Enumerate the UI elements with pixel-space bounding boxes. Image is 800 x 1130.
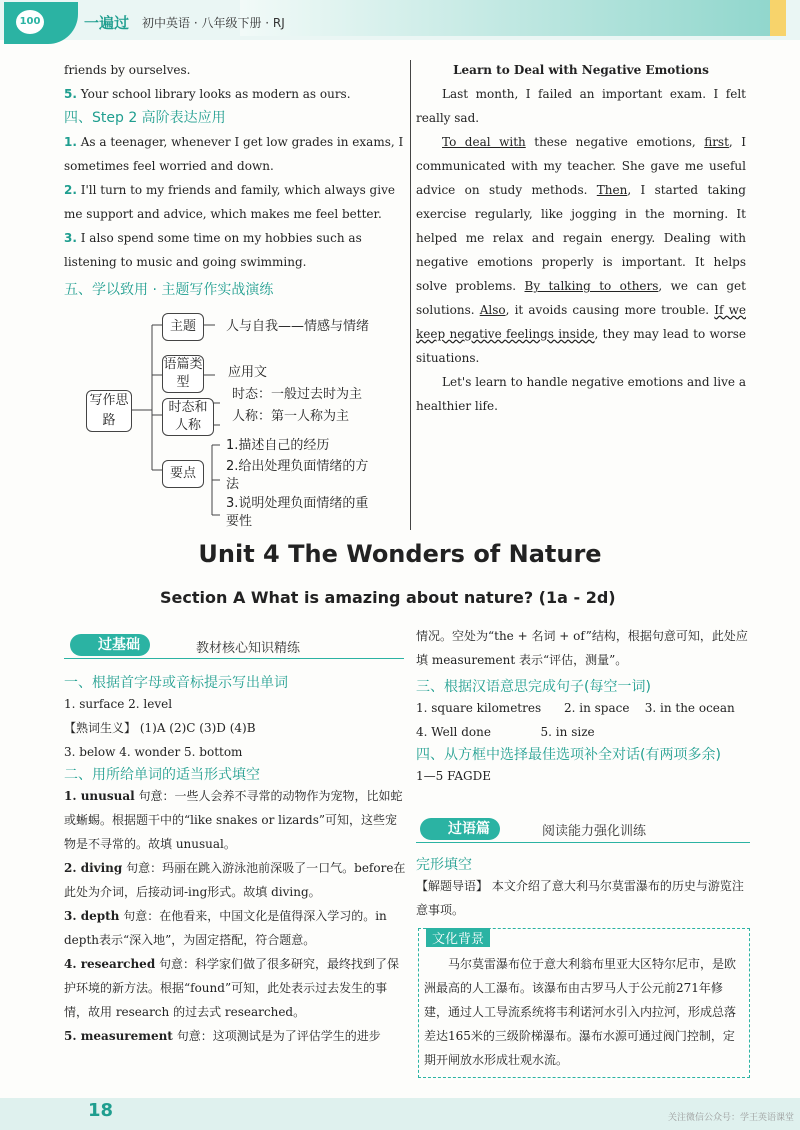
mindmap-root: 写作思路	[86, 390, 132, 432]
sentence-3: 3. I also spend some time on my hobbies such as listening to music and going swimming.	[64, 231, 362, 269]
left-top	[64, 58, 404, 302]
mindmap-theme-value: 人与自我——情感与情绪	[226, 319, 370, 334]
step-title: 四、Step 2 高阶表达应用	[64, 110, 226, 126]
item-5: 5. Your school library looks as modern as ours.	[64, 87, 351, 101]
word-3: 3. depth 句意：在他看来，中国文化是值得深入学习的。in depth表示“深入地”，为固定搭配，符合题意。	[64, 909, 387, 947]
word-4: 4. researched 句意：科学家们做了很多研究，最终找到了保护环境的新方法。根据“found”可知，此处表示过去发生的事情，故用 research 的过去式 researched。	[64, 957, 400, 1019]
mindmap-points: 要点	[162, 460, 204, 488]
essay-para-2: To deal with these negative emotions, first, I communicated with my teacher. She gave me useful advice on study methods. Then, I started taking exercise regularly, like jogging in the morning. It helped me relax and regain energy. Dealing with negative emotions properly is important. It helps solve problems. By talking to others, we can get solutions. Also, it avoids causing more trouble. If we keep negative feelings inside, they may lead to worse situations.	[416, 135, 746, 365]
cloze-block	[416, 854, 750, 922]
right-bottom	[416, 624, 750, 788]
culture-text: 马尔莫雷瀑布位于意大利翁布里亚大区特尔尼市，是欧洲最高的人工瀑布。该瀑布由古罗马人于公元前271年修建，通过人工导流系统将韦利诺河水引入内拉河，形成总落差达165米的三级阶梯瀑布。瀑布水源可通过阀门控制，定期开闸放水形成壮观水流。	[424, 957, 737, 1067]
column-divider	[410, 60, 411, 530]
carry-line: friends by ourselves.	[64, 63, 191, 77]
reading-tag: 过语篇	[420, 818, 500, 840]
cloze-title: 完形填空	[416, 857, 472, 873]
essay-title: Learn to Deal with Negative Emotions	[453, 63, 709, 77]
mindmap-person-value: 人称：第一人称为主	[232, 409, 350, 424]
word-1: 1. unusual 句意：一些人会养不寻常的动物作为宠物，比如蛇或蜥蜴。根据题干中的“like snakes or lizards”可知，这些宠物是不寻常的。故填 unusual。	[64, 789, 403, 851]
word-5: 5. measurement 句意：这项测试是为了评估学生的进步	[64, 1029, 381, 1043]
reading-desc: 阅读能力强化训练	[542, 824, 647, 839]
culture-tag: 文化背景	[426, 928, 490, 947]
basics-rule	[64, 658, 404, 659]
essay-para-3: Let's learn to handle negative emotions and live a healthier life.	[416, 375, 746, 413]
writing-title: 五、学以致用 · 主题写作实战演练	[64, 282, 274, 298]
basics-body	[64, 672, 406, 1048]
unit-title: Unit 4 The Wonders of Nature	[198, 540, 602, 568]
logo-text: 100	[16, 10, 44, 34]
mindmap-genre-value: 应用文	[228, 365, 268, 380]
word-2: 2. diving 句意：玛丽在跳入游泳池前深吸了一口气。before在此处为介词，后接动词-ing形式。故填 diving。	[64, 861, 406, 899]
answer-2: 【熟词生义】 (1)A (2)C (3)D (4)B	[64, 721, 256, 735]
basics-h1: 一、根据首字母或音标提示写出单词	[64, 675, 288, 691]
mindmap-point-2: 2.给出处理负面情绪的方法	[226, 459, 369, 492]
reading-rule	[416, 842, 750, 843]
answer-3: 3. below 4. wonder 5. bottom	[64, 745, 243, 759]
mindmap-tense-value: 时态：一般过去时为主	[232, 387, 363, 402]
header-strip	[240, 0, 780, 36]
essay-para-1: Last month, I failed an important exam. I felt really sad.	[416, 87, 746, 125]
cloze-guide: 【解题导语】 本文介绍了意大利马尔莫雷瀑布的历史与游览注意事项。	[416, 879, 744, 917]
header-cap	[770, 0, 786, 36]
complete-row-1: 1. square kilometres 2. in space 3. in the ocean	[416, 701, 735, 715]
page-number: 18	[88, 1100, 114, 1121]
sentence-1: 1. As a teenager, whenever I get low grades in exams, I sometimes feel worried and down.	[64, 135, 404, 173]
continued-text: 情况。空处为“the + 名词 + of”结构，根据句意可知，此处应填 measurement 表示“评估，测量”。	[416, 629, 748, 667]
brand-name: 一遍过	[84, 14, 130, 32]
basics-h2: 二、用所给单词的适当形式填空	[64, 767, 260, 783]
essay	[416, 58, 746, 418]
dialogue-answer: 1—5 FAGDE	[416, 769, 491, 783]
right-h4: 四、从方框中选择最佳选项补全对话(有两项多余)	[416, 747, 721, 763]
mindmap-point-1: 1.描述自己的经历	[226, 438, 330, 453]
mindmap-genre: 语篇类型	[162, 355, 204, 393]
section-title: Section A What is amazing about nature? (1a - 2d)	[160, 588, 616, 607]
complete-row-2: 4. Well done 5. in size	[416, 725, 595, 739]
basics-desc: 教材核心知识精练	[196, 641, 301, 656]
book-subtitle: 初中英语 · 八年级下册 · RJ	[142, 16, 285, 30]
basics-tag: 过基础	[70, 634, 150, 656]
sentence-2: 2. I'll turn to my friends and family, which always give me support and advice, which makes me feel better.	[64, 183, 395, 221]
mindmap-point-3: 3.说明处理负面情绪的重要性	[226, 496, 369, 529]
footer-note: 关注微信公众号：学王英语课堂	[667, 1113, 794, 1123]
mindmap-theme: 主题	[162, 313, 204, 341]
answer-1: 1. surface 2. level	[64, 697, 173, 711]
mindmap-tense: 时态和人称	[162, 398, 214, 436]
right-h3: 三、根据汉语意思完成句子(每空一词)	[416, 679, 651, 695]
